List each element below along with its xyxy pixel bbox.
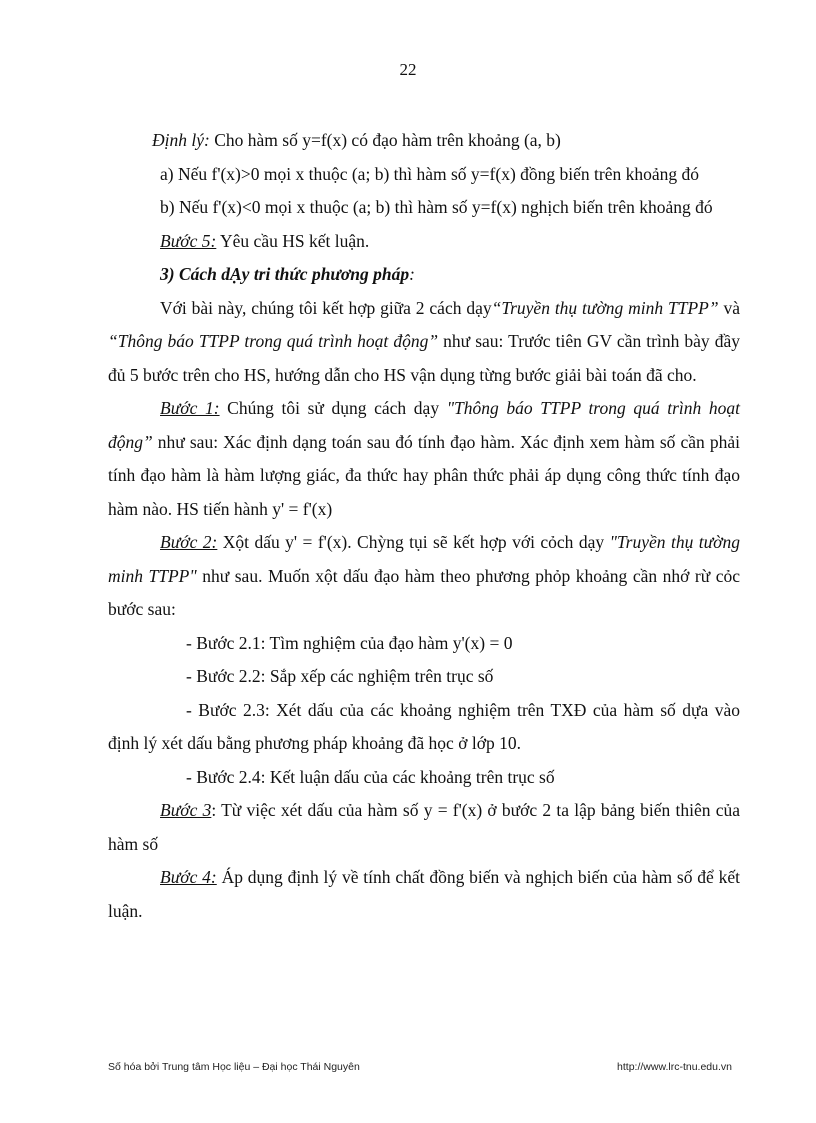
intro-text-3: như sau: Trước tiên GV cần trình bày đầy đủ 5 bước trên cho HS, hướng dẫn cho HS vận dụng từng bước giải bài toán đã cho. (108, 331, 740, 385)
step2-label: Bước 2: (160, 532, 218, 552)
step1-text-1: Chúng tôi sử dụng cách dạy (219, 398, 447, 418)
page-body (108, 124, 740, 928)
intro-quote-2: “Thông báo TTPP trong quá trình hoạt động” (108, 331, 439, 351)
section-heading-text: 3) Cách dẠy tri thức phương pháp (160, 264, 410, 284)
substep-2-1: - Bước 2.1: Tìm nghiệm của đạo hàm y'(x) = 0 (186, 632, 513, 653)
step1-text-2: như sau: Xác định dạng toán sau đó tính đạo hàm. Xác định xem hàm số cần phải tính đạo hàm là hàm lượng giác, đa thức hay phân thức phải áp dụng công thức tính đạo hàm nào. HS tiến hành y' = f'(x) (108, 431, 740, 519)
page-footer (108, 1061, 732, 1073)
intro-quote-1: “Truyền thụ tường minh TTPP” (491, 297, 719, 318)
step1-paragraph (108, 392, 740, 526)
step3-label: Bước 3 (160, 800, 212, 820)
step5-text: Yêu cầu HS kết luận. (216, 230, 370, 251)
step1-label: Bước 1: (160, 398, 220, 418)
step2-text-2: như sau. Muốn xột dấu đạo hàm theo phương phỏp khoảng cần nhớ rừ cỏc bước sau: (108, 565, 740, 619)
section-heading (108, 258, 740, 292)
step2-paragraph (108, 526, 740, 627)
step2-quote: "Truyền thụ tường minh TTPP" (108, 532, 741, 586)
theorem-label: Định lý: (152, 130, 210, 150)
step1-quote: "Thông báo TTPP trong quá trình hoạt động” (108, 398, 740, 452)
page-number: 22 (399, 60, 417, 79)
intro-text-2: và (718, 297, 740, 318)
intro-text-1: Với bài này, chúng tôi kết hợp giữa 2 cách dạy (160, 297, 492, 318)
substep-2-3: - Bước 2.3: Xét dấu của các khoảng nghiệm trên TXĐ của hàm số dựa vào định lý xét dấu bằng phương pháp khoảng đã học ở lớp 10. (108, 699, 740, 753)
substep-2-2: - Bước 2.2: Sắp xếp các nghiệm trên trục số (186, 666, 494, 686)
step5-paragraph (108, 225, 740, 259)
theorem-paragraph (108, 124, 740, 158)
footer-source: Số hóa bởi Trung tâm Học liệu – Đại học Thái Nguyên (108, 1061, 360, 1073)
step4-paragraph (108, 861, 740, 928)
step4-label: Bước 4: (160, 867, 217, 887)
theorem-text: Cho hàm số y=f(x) có đạo hàm trên khoảng (a, b) (209, 130, 561, 150)
substep-2-4: - Bước 2.4: Kết luận dấu của các khoảng trên trục số (186, 766, 555, 787)
step3-text: : Từ việc xét dấu của hàm số y = f'(x) ở bước 2 ta lập bảng biến thiên của hàm số (108, 800, 740, 854)
step3-paragraph (108, 794, 740, 861)
intro-paragraph (108, 292, 740, 393)
theorem-item-a: a) Nếu f'(x)>0 mọi x thuộc (a; b) thì hàm số y=f(x) đồng biến trên khoảng đó (160, 163, 700, 184)
section-heading-colon: : (409, 264, 415, 284)
theorem-item-b: b) Nếu f'(x)<0 mọi x thuộc (a; b) thì hàm số y=f(x) nghịch biến trên khoảng đó (160, 197, 713, 217)
step5-label: Bước 5: (160, 230, 217, 251)
footer-url: http://www.lrc-tnu.edu.vn (617, 1061, 732, 1073)
step2-text-1: Xột dấu y' = f'(x). Chỳng tụi sẽ kết hợp với cỏch dạy (217, 532, 610, 552)
step4-text: Áp dụng định lý về tính chất đồng biến và nghịch biến của hàm số để kết luận. (108, 867, 741, 921)
